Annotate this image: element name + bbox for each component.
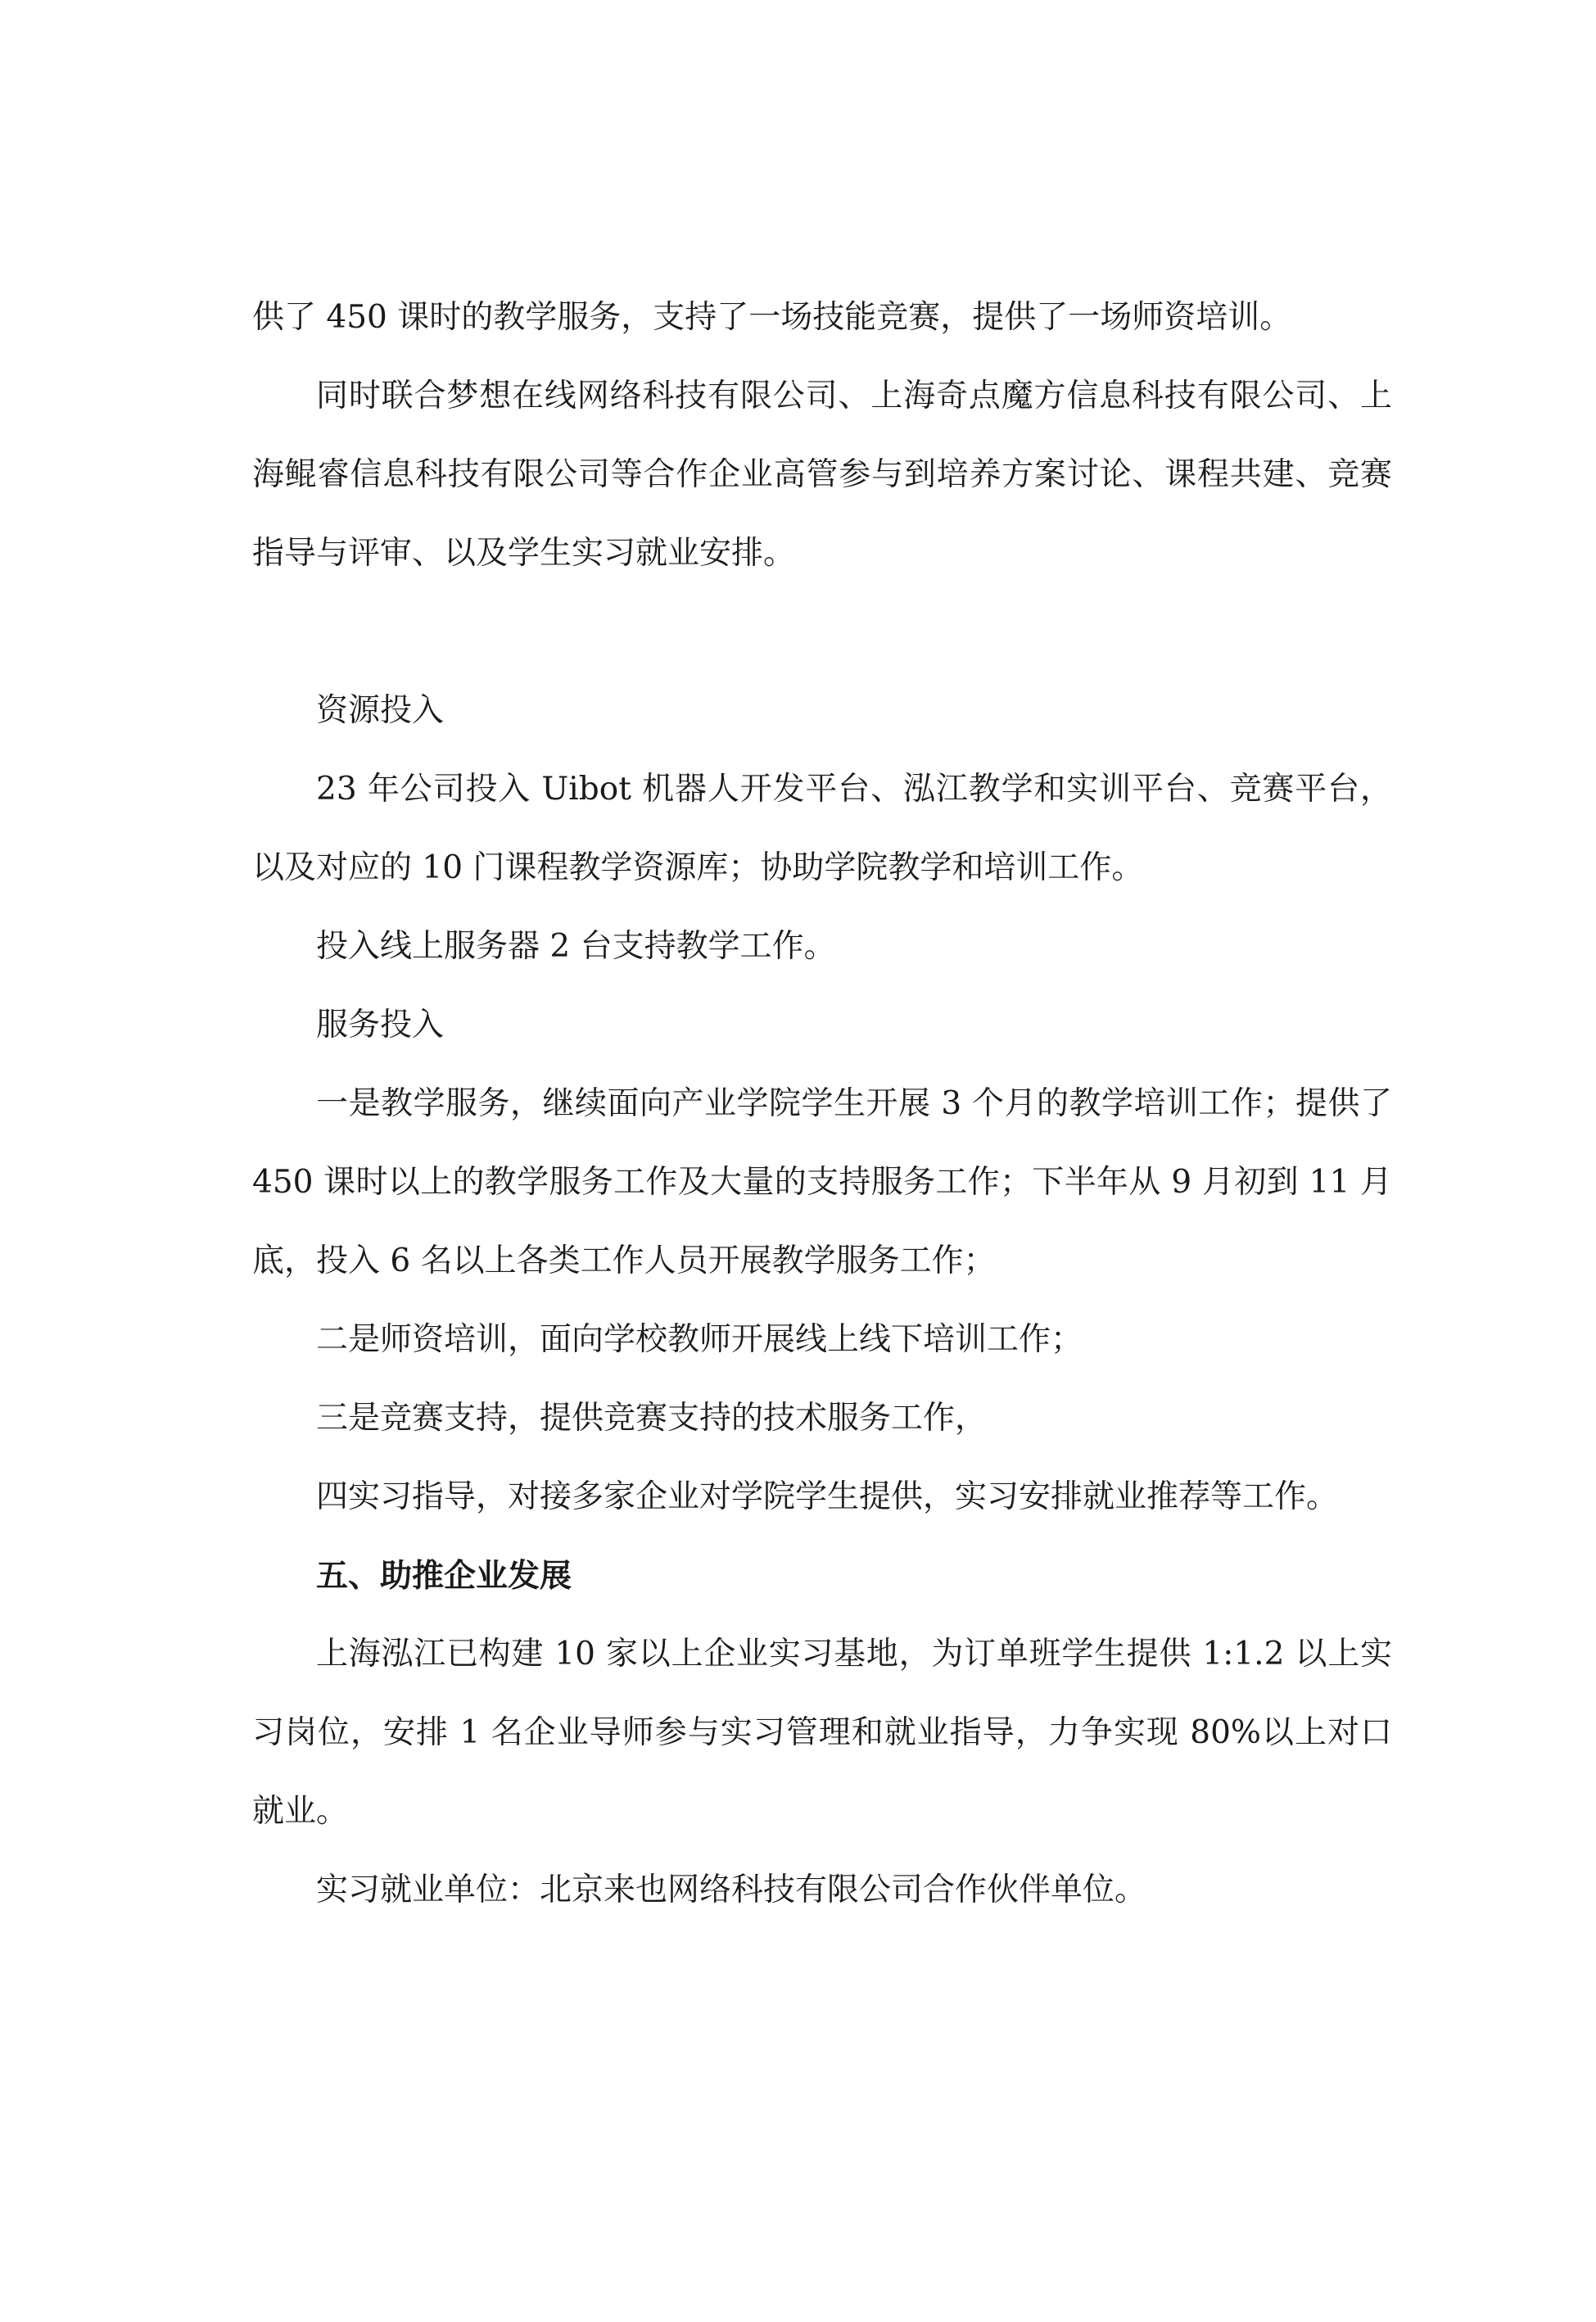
paragraph-employment-units: 实习就业单位：北京来也网络科技有限公司合作伙伴单位。: [316, 1872, 1147, 1908]
paragraph-internship-bases: 上海泓江已构建 10 家以上企业实习基地，为订单班学生提供 1:1.2 以上实习岗位，安排 1 名企业导师参与实习管理和就业指导，力争实现 80%以上对口就业。: [252, 1636, 1392, 1830]
section-heading-enterprise-development: 五、助推企业发展: [316, 1557, 572, 1595]
paragraph-server-investment: 投入线上服务器 2 台支持教学工作。: [316, 928, 836, 965]
paragraph-continued-service-summary: 供了 450 课时的教学服务，支持了一场技能竞赛，提供了一场师资培训。: [252, 299, 1292, 336]
paragraph-platform-investment: 23 年公司投入 Uibot 机器人开发平台、泓江教学和实训平台、竞赛平台，以及对应的 10 门课程教学资源库；协助学院教学和培训工作。: [252, 771, 1392, 886]
subheading-service-investment: 服务投入: [316, 1007, 445, 1043]
subheading-resource-investment: 资源投入: [316, 692, 445, 729]
paragraph-internship-guidance: 四实习指导，对接多家企业对学院学生提供，实习安排就业推荐等工作。: [316, 1478, 1339, 1515]
paragraph-teaching-service: 一是教学服务，继续面向产业学院学生开展 3 个月的教学培训工作；提供了 450 课时以上的教学服务工作及大量的支持服务工作；下半年从 9 月初到 11 月底，投入 6 名以上各类工作人员开展教学服务工作；: [252, 1085, 1392, 1279]
paragraph-competition-support: 三是竞赛支持，提供竞赛支持的技术服务工作，: [316, 1400, 988, 1437]
paragraph-partner-companies: 同时联合梦想在线网络科技有限公司、上海奇点魔方信息科技有限公司、上海鲲睿信息科技有限公司等合作企业高管参与到培养方案讨论、课程共建、竞赛指导与评审、以及学生实习就业安排。: [252, 378, 1392, 572]
paragraph-teacher-training: 二是师资培训，面向学校教师开展线上线下培训工作；: [316, 1321, 1083, 1358]
paragraph-spacer: [252, 593, 1392, 672]
document-body: [252, 278, 1392, 1930]
